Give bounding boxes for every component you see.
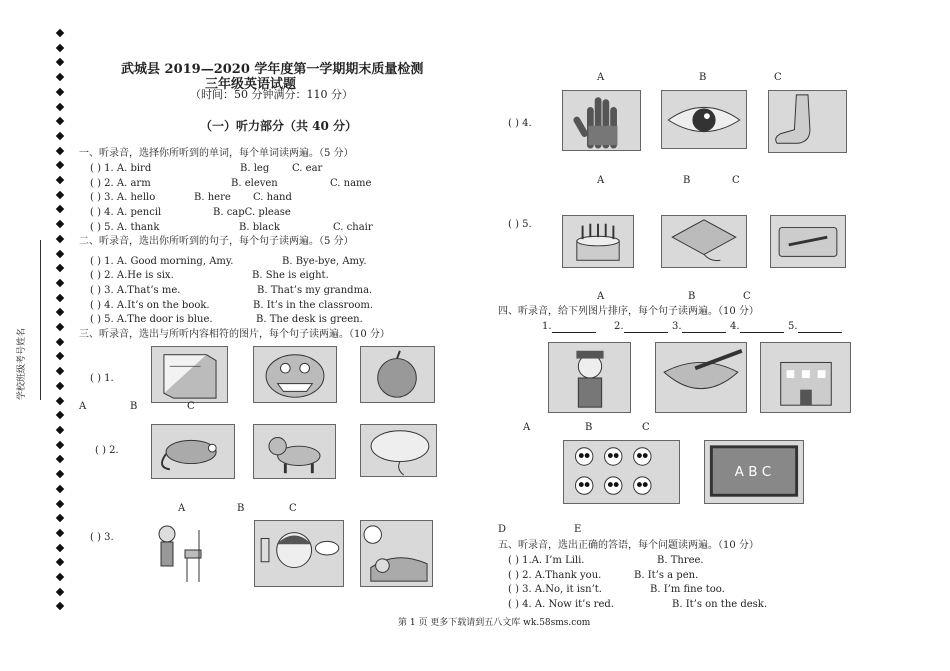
s5-q1-a: ( ) 1.A. I’m Lili. — [508, 555, 585, 566]
s3-row1-letter-a: A — [79, 401, 87, 412]
s2-q1-b: B. Bye-bye, Amy. — [282, 256, 367, 267]
s4-row2-letter-d: D — [498, 524, 507, 535]
s1-q5-c: C. chair — [333, 222, 373, 233]
student-info-label: 学校班级考号姓名 — [17, 327, 27, 400]
s4-row1-letter-c: C — [642, 422, 650, 433]
s5-q4-b: B. It’s on the desk. — [672, 599, 768, 610]
order-blank-2[interactable]: 2. — [614, 321, 668, 333]
s3-row5-letter-b: B — [688, 291, 696, 302]
s3-q4-label: ( ) 4. — [508, 118, 532, 129]
section5-title: 五、听录音，选出正确的答语，每个问题读两遍。（10 分） — [498, 540, 759, 551]
school-picture — [760, 342, 851, 413]
s2-q2-b: B. She is eight. — [252, 270, 329, 281]
s2-q3-b: B. That’s my grandma. — [257, 285, 373, 296]
s1-q2-b: B. eleven — [231, 178, 278, 189]
s1-q4-b: B. capC. please — [213, 207, 291, 218]
s1-q5-a: ( ) 5. A. thank — [90, 222, 160, 233]
s2-q4-a: ( ) 4. A.It’s on the book. — [90, 300, 210, 311]
pencil-box-picture — [770, 215, 846, 268]
binding-line — [40, 240, 41, 400]
s2-q4-b: B. It’s in the classroom. — [253, 300, 374, 311]
section4-title: 四、听录音，给下列图片排序，每个句子读两遍。（10 分） — [498, 306, 759, 317]
exam-time: （时间：50 分钟满分：110 分） — [190, 88, 353, 101]
boy-chair-picture — [151, 520, 210, 587]
s1-q5-b: B. black — [239, 222, 280, 233]
s3-row2-letter-c: C — [289, 503, 297, 514]
s3-q2-label: ( ) 2. — [95, 445, 119, 456]
kite-picture — [661, 215, 747, 268]
s1-q1-c: C. ear — [292, 163, 323, 174]
s3-row5-letter-a: A — [597, 291, 605, 302]
part-heading: （一）听力部分（共 40 分） — [200, 119, 358, 133]
blackboard-picture — [704, 440, 804, 504]
foot-picture — [768, 90, 847, 153]
binding-diamond-border — [55, 30, 65, 610]
order-blank-3[interactable]: 3. — [672, 321, 726, 333]
s3-q5-label: ( ) 5. — [508, 219, 532, 230]
s1-q3-c: C. hand — [253, 192, 292, 203]
svg-text:A B C: A B C — [734, 463, 772, 480]
s3-row2-letter-b: B — [237, 503, 245, 514]
s3-q3-label: ( ) 3. — [90, 532, 114, 543]
s5-q3-b: B. I’m fine too. — [650, 584, 725, 595]
section1-title: 一、听录音，选择你所听到的单词，每个单词读两遍。（5 分） — [79, 148, 354, 159]
s1-q1-b: B. leg — [240, 163, 270, 174]
s3-row1-letter-b: B — [130, 401, 138, 412]
s1-q3-b: B. here — [194, 192, 231, 203]
s3-row3-letter-c: C — [774, 72, 782, 83]
s5-q3-a: ( ) 3. A.No, it isn’t. — [508, 584, 602, 595]
sleeping-picture — [360, 520, 433, 587]
s3-row1-letter-c: C — [187, 401, 195, 412]
s5-q2-b: B. It’s a pen. — [634, 570, 699, 581]
s3-row2-letter-a: A — [178, 503, 186, 514]
s3-row4-letter-c: C — [732, 175, 740, 186]
section2-title: 二、听录音，选出你所听到的句子，每个句子读两遍。（5 分） — [79, 236, 354, 247]
balloon-picture — [360, 424, 437, 477]
s2-q2-a: ( ) 2. A.He is six. — [90, 270, 174, 281]
s2-q5-b: B. The desk is green. — [256, 314, 363, 325]
s3-row3-letter-b: B — [699, 72, 707, 83]
s5-q1-b: B. Three. — [657, 555, 704, 566]
s5-q4-a: ( ) 4. A. Now it’s red. — [508, 599, 614, 610]
s1-q2-a: ( ) 2. A. arm — [90, 178, 151, 189]
eye-picture — [661, 90, 747, 149]
pandas-picture — [563, 440, 680, 504]
book-picture — [151, 346, 228, 403]
apple-picture — [360, 346, 435, 403]
s4-row1-letter-a: A — [523, 422, 531, 433]
s2-q1-a: ( ) 1. A. Good morning, Amy. — [90, 256, 234, 267]
boy-waving-picture — [254, 520, 344, 587]
order-blank-1[interactable]: 1. — [542, 321, 596, 333]
cake-picture — [562, 215, 634, 268]
police-picture — [548, 342, 631, 413]
s3-row3-letter-a: A — [597, 72, 605, 83]
s2-q5-a: ( ) 5. A.The door is blue. — [90, 314, 213, 325]
exam-title: 武城县 2019—2020 学年度第一学期期末质量检测 — [121, 62, 424, 77]
s3-row5-letter-c: C — [743, 291, 751, 302]
s5-q2-a: ( ) 2. A.Thank you. — [508, 570, 602, 581]
chameleon-picture — [151, 424, 235, 479]
s4-row1-letter-b: B — [585, 422, 593, 433]
s1-q3-a: ( ) 3. A. hello — [90, 192, 156, 203]
s1-q2-c: C. name — [330, 178, 372, 189]
s3-q1-label: ( ) 1. — [90, 373, 114, 384]
s1-q4-a: ( ) 4. A. pencil — [90, 207, 162, 218]
s2-q3-a: ( ) 3. A.That’s me. — [90, 285, 181, 296]
dog-picture — [253, 424, 336, 479]
s3-row4-letter-b: B — [683, 175, 691, 186]
section3-title: 三、听录音，选出与所听内容相符的图片，每个句子读两遍。（10 分） — [79, 329, 390, 340]
s4-row2-letter-e: E — [574, 524, 582, 535]
s1-q1-a: ( ) 1. A. bird — [90, 163, 152, 174]
s3-row4-letter-a: A — [597, 175, 605, 186]
exam-subtitle: 三年级英语试题 — [205, 77, 297, 92]
monster-picture — [253, 346, 337, 403]
order-blank-5[interactable]: 5. — [788, 321, 842, 333]
hand-picture — [562, 90, 641, 151]
pencil-case-picture — [655, 342, 747, 413]
page-footer: 第 1 页 更多下载请到五八文库 wk.58sms.com — [398, 618, 591, 628]
order-blank-4[interactable]: 4. — [730, 321, 784, 333]
